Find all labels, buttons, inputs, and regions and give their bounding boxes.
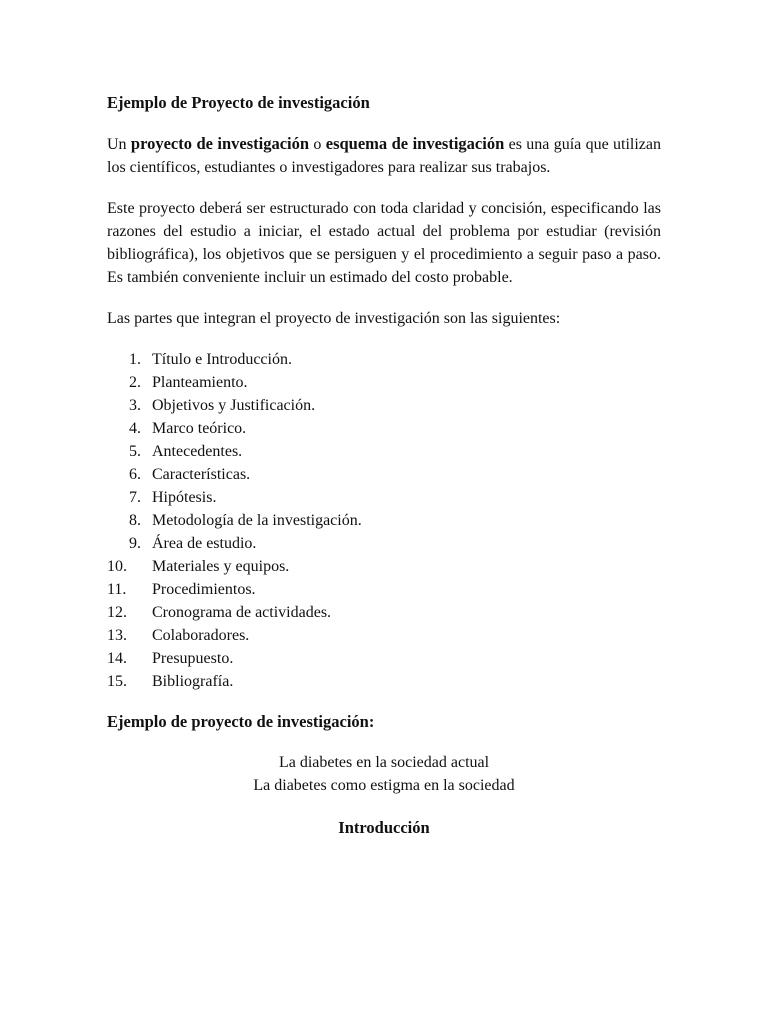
list-item-number: 4.: [129, 420, 141, 437]
document-page: [107, 92, 661, 839]
document-title: Ejemplo de Proyecto de investigación: [107, 93, 370, 112]
intro-text-2: o: [309, 136, 326, 153]
list-item: [107, 463, 661, 486]
list-item-number: 9.: [129, 535, 141, 552]
intro-text-1: Un: [107, 136, 131, 153]
list-item-text: Hipótesis.: [152, 489, 217, 506]
list-item-text: Marco teórico.: [152, 420, 247, 437]
list-item-text: Título e Introducción.: [152, 351, 292, 368]
list-item: [107, 486, 661, 509]
list-item: [107, 532, 661, 555]
list-item-text: Metodología de la investigación.: [152, 512, 362, 529]
section-heading-introduccion: Introducción: [338, 818, 430, 837]
list-item-text: Características.: [152, 466, 251, 483]
list-item: [107, 624, 661, 647]
list-item: [107, 417, 661, 440]
intro-bold-term-1: proyecto de investigación: [130, 134, 310, 153]
example-title-line-2: La diabetes como estigma en la sociedad: [253, 777, 515, 794]
list-item-number: 3.: [129, 397, 141, 414]
list-item: [107, 348, 661, 371]
intro-text-3: es una guía que utilizan los científicos, estudiantes o investigadores para realizar sus trabajos.: [107, 136, 662, 176]
list-item-number: 10.: [107, 558, 127, 575]
list-item: [107, 509, 661, 532]
list-item: [107, 601, 661, 624]
list-item-text: Área de estudio.: [152, 535, 257, 552]
list-item-number: 15.: [107, 673, 127, 690]
list-item: [107, 578, 661, 601]
list-item-number: 14.: [107, 650, 127, 667]
list-item: [107, 440, 661, 463]
list-item-number: 1.: [129, 351, 141, 368]
intro-bold-term-2: esquema de investigación: [325, 134, 505, 153]
list-item-text: Materiales y equipos.: [152, 558, 290, 575]
list-item-number: 13.: [107, 627, 127, 644]
parts-intro-paragraph: Las partes que integran el proyecto de investigación son las siguientes:: [107, 310, 561, 327]
list-item-text: Antecedentes.: [152, 443, 243, 460]
example-title-line-1: La diabetes en la sociedad actual: [278, 754, 490, 771]
list-item: [107, 555, 661, 578]
list-item: [107, 394, 661, 417]
list-item-number: 8.: [129, 512, 141, 529]
structure-paragraph: Este proyecto deberá ser estructurado con toda claridad y concisión, especificando las razones del estudio a iniciar, el estado actual del problema por estudiar (revisión bibliográfica), los objetivos que se persiguen y el procedimiento a seguir paso a paso. Es también conveniente incluir un estimado del costo probable.: [107, 200, 661, 286]
list-item-text: Bibliografía.: [152, 673, 234, 690]
list-item-number: 7.: [129, 489, 141, 506]
list-item-number: 2.: [129, 374, 141, 391]
list-item-number: 11.: [107, 581, 127, 598]
list-item: [107, 670, 661, 693]
parts-list: [107, 348, 661, 693]
list-item-text: Presupuesto.: [152, 650, 234, 667]
list-item-number: 5.: [129, 443, 141, 460]
example-heading: Ejemplo de proyecto de investigación:: [107, 712, 375, 731]
list-item-number: 12.: [107, 604, 127, 621]
list-item-text: Cronograma de actividades.: [152, 604, 332, 621]
list-item-text: Procedimientos.: [152, 581, 256, 598]
list-item-text: Objetivos y Justificación.: [152, 397, 316, 414]
intro-paragraph: [107, 132, 661, 179]
list-item-text: Colaboradores.: [152, 627, 250, 644]
list-item-text: Planteamiento.: [152, 374, 248, 391]
list-item: [107, 647, 661, 670]
list-item-number: 6.: [129, 466, 141, 483]
list-item: [107, 371, 661, 394]
